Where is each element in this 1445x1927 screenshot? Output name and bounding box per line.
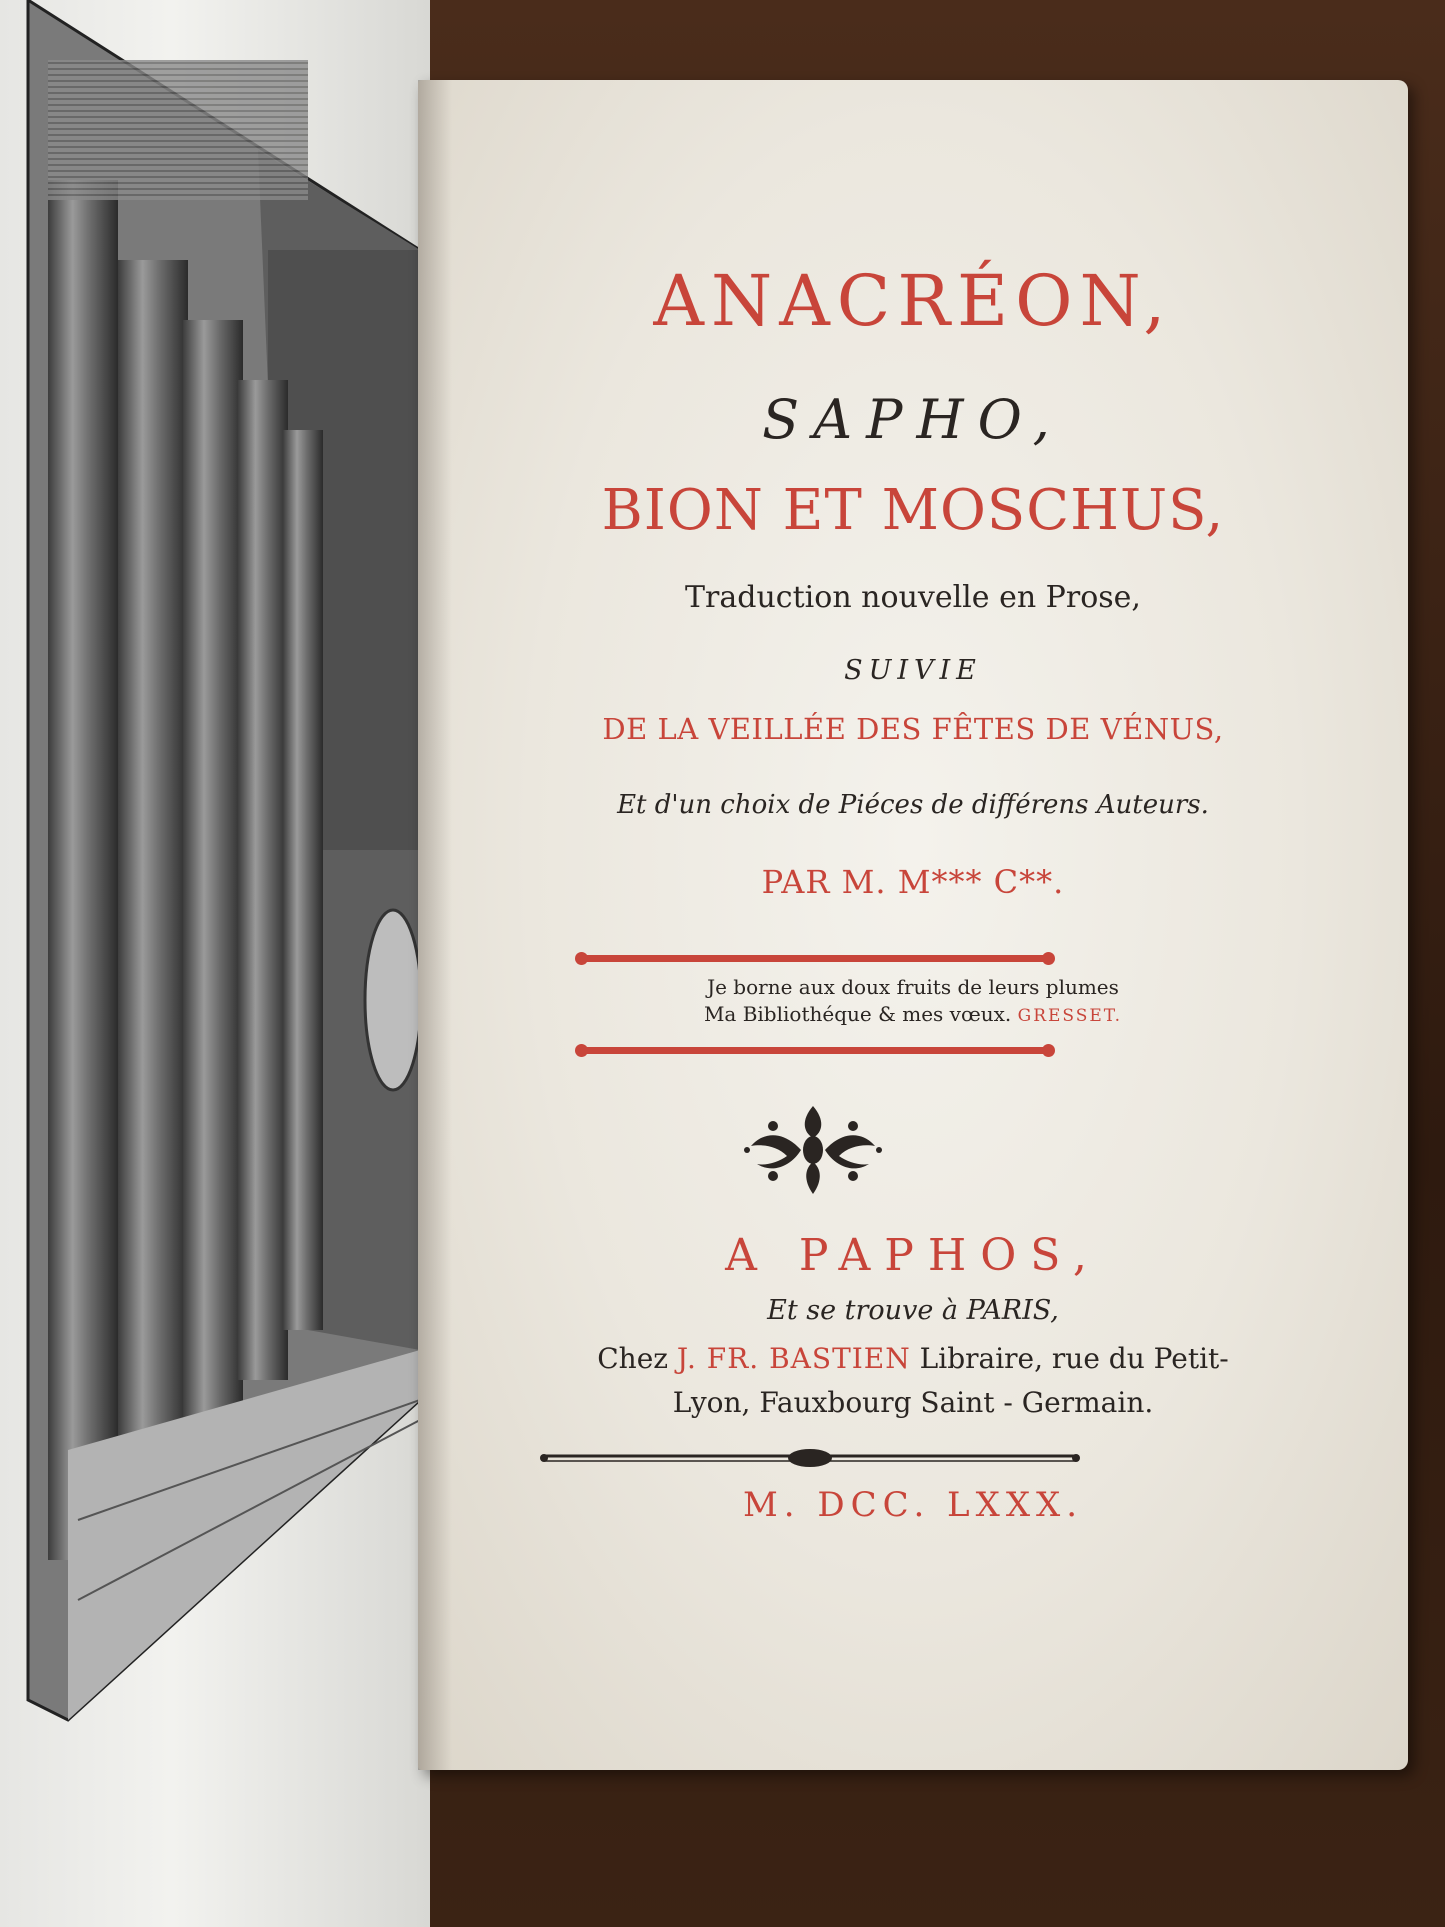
title-page	[418, 80, 1408, 1770]
ornamental-rule-icon	[540, 1448, 1080, 1468]
engraving-columns-illustration-icon	[8, 0, 420, 1927]
suivie-line: SUIVIE	[844, 655, 982, 686]
choix-line: Et d'un choix de Piéces de différens Auteurs.	[617, 790, 1209, 820]
veillee-line: DE LA VEILLÉE DES FÊTES DE VÉNUS,	[602, 712, 1224, 746]
epigraph-attribution: GRESSET.	[1017, 1006, 1123, 1026]
subtitle: Traduction nouvelle en Prose,	[685, 580, 1141, 615]
imprint-chez-line	[418, 1342, 1408, 1375]
title-bion-moschus: BION ET MOSCHUS,	[601, 478, 1225, 543]
red-rule-bottom	[580, 1047, 1050, 1054]
epigraph-line-1: Je borne aux doux fruits de leurs plumes	[707, 975, 1119, 999]
imprint-chez: Chez	[597, 1342, 669, 1375]
red-rule-top	[580, 955, 1050, 962]
author-line: PAR M. M*** C**.	[761, 863, 1065, 901]
floral-fleuron-ornament-icon	[743, 1100, 883, 1200]
epigraph-line-2	[418, 1002, 1408, 1026]
imprint-street: Lyon, Fauxbourg Saint - Germain.	[672, 1386, 1154, 1419]
title-sapho: SAPHO,	[762, 388, 1064, 451]
imprint-place: A PAPHOS,	[725, 1230, 1101, 1281]
imprint-libraire: Libraire, rue du Petit-	[919, 1342, 1229, 1375]
frontispiece-page	[0, 0, 430, 1927]
publication-date: M. DCC. LXXX.	[742, 1485, 1084, 1525]
imprint-sold-at: Et se trouve à PARIS,	[767, 1295, 1059, 1326]
imprint-publisher: J. FR. BASTIEN	[676, 1342, 911, 1375]
title-anacreon: ANACRÉON,	[653, 260, 1173, 342]
epigraph-text: Ma Bibliothéque & mes vœux.	[703, 1002, 1012, 1026]
